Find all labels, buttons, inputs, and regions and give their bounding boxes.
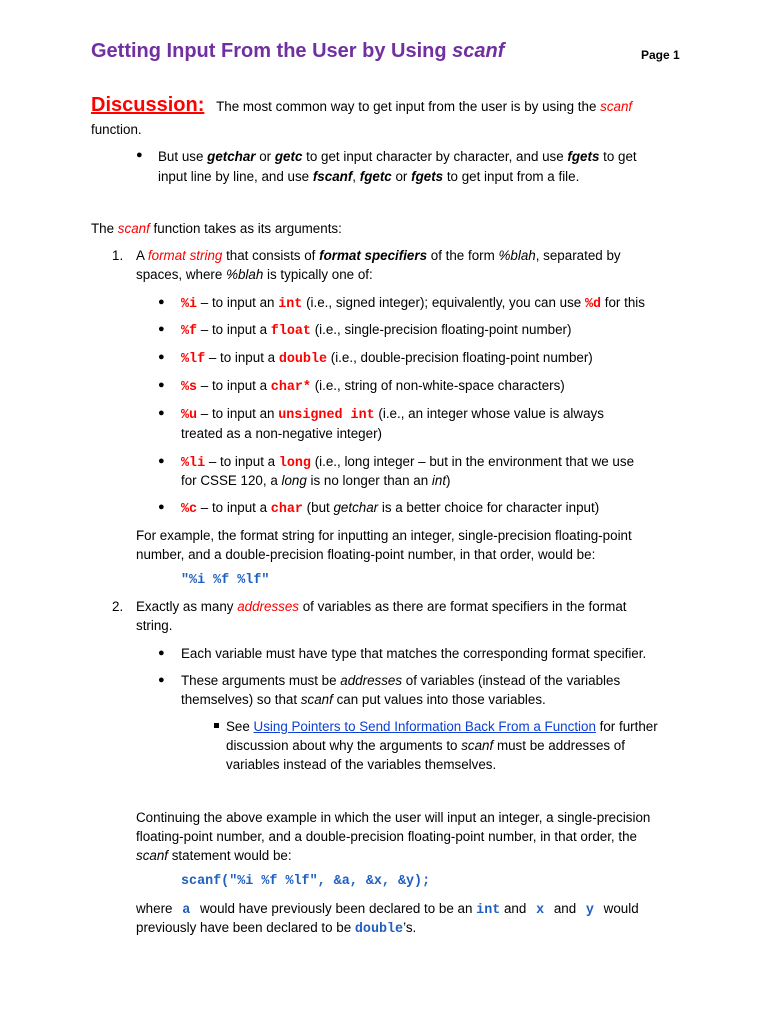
document-page: Getting Input From the User by Using scanf Page 1 Discussion: The most common way to get input from the user is by using the scanf function. ● But use getchar or getc to get input character by character, and use fgets to get input line by line, and use fscanf, fgetc or fgets to get input from a file. The scanf function takes as its arguments: 1. A format string that consists of format specifiers of the form %blah, separated by spaces, where %blah is typically one of: ● %i – to input an int (i.e., signed integer); equivalently, you can use %d for this ● %f – to input a float (i.e., single-precision floating-point number) ● %lf – to input a double (i.e., double-precision floating-point number) ● %s – to input a char* (i.e., string of non-white-space characters) ● %u – to input an unsigned int (i.e., an integer whose value is always treated as a non-negative integer) ● %li – to input a long (i.e., long integer – but in the environment that we use for CSSE 120, a long is no longer than an int) ● %c – to input a char (but getchar is a better choice for character input) For example, the format string for inputting an integer, single-precision floating-point number, and a double-precision floating-point number, in that order, would be: "%i %f %lf" 2. Exactly as many addresses of variables as there are format specifiers in the format string. ● Each variable must have type that matches the corresponding format specifier. ● These arguments must be addresses of variables (instead of the variables themselves) so that scanf can put values into those variables. See Using Pointers to Send Information Back From a Function for further discussion about why the arguments to scanf must be addresses of variables instead of the variables themselves. Continuing the above example in which the user will input an integer, a single-precision floating-point number, and a double-precision floating-point number, in that order, the scanf statement would be: scanf("%i %f %lf", &a, &x, &y); where a would have previously been declared to be an int and x and y would previously have been declared to be double’s. xyxy=(91,40,680,937)
example-text: For example, the format string for inputting an integer, single-precision floating-point xyxy=(136,528,632,543)
square-bullet-icon xyxy=(214,723,219,728)
spec-unsigned: %u – to input an unsigned int (i.e., an integer whose value is always xyxy=(181,406,604,423)
format-string-example: "%i %f %lf" xyxy=(181,573,270,588)
list-item: Exactly as many addresses of variables as there are format specifiers in the format xyxy=(136,599,627,614)
see-paragraph: See Using Pointers to Send Information Back From a Function for further xyxy=(226,719,658,734)
spec-char: %c – to input a char (but getchar is a better choice for character input) xyxy=(181,500,600,517)
bullet-icon: ● xyxy=(158,647,165,659)
bullet-icon: ● xyxy=(158,379,165,391)
bullet-icon: ● xyxy=(158,455,165,467)
bullet-icon: ● xyxy=(158,351,165,363)
pointers-link[interactable]: Using Pointers to Send Information Back From a Function xyxy=(253,719,596,734)
list-number: 1. xyxy=(112,248,124,263)
list-item: A format string that consists of format specifiers of the form %blah, separated by xyxy=(136,248,621,263)
addresses-bullet: These arguments must be addresses of variables (instead of the variables xyxy=(181,673,621,688)
discussion-heading: Discussion: xyxy=(91,94,205,116)
type-match-bullet: Each variable must have type that matches the corresponding format specifier. xyxy=(181,646,647,661)
spec-long: %li – to input a long (i.e., long integer – but in the environment that we use xyxy=(181,454,635,471)
list-number: 2. xyxy=(112,599,124,614)
bullet-icon: ● xyxy=(158,674,165,686)
discussion-paragraph: Discussion: The most common way to get input from the user is by using the scanf xyxy=(91,94,633,116)
spec-double: %lf – to input a double (i.e., double-precision floating-point number) xyxy=(181,350,593,367)
spec-float: %f – to input a float (i.e., single-precision floating-point number) xyxy=(181,322,572,339)
page-number: Page 1 xyxy=(641,48,680,62)
scanf-statement: scanf("%i %f %lf", &a, &x, &y); xyxy=(181,874,431,889)
arguments-intro: The scanf function takes as its arguments: xyxy=(91,221,342,236)
spec-int: %i – to input an int (i.e., signed integer); equivalently, you can use %d for this xyxy=(181,295,645,312)
bullet-icon: ● xyxy=(158,296,165,308)
spec-string: %s – to input a char* (i.e., string of non-white-space characters) xyxy=(181,378,565,395)
continuing-paragraph: Continuing the above example in which the user will input an integer, a single-precision xyxy=(136,810,651,825)
page-title: Getting Input From the User by Using scanf xyxy=(91,40,505,62)
where-paragraph: where a would have previously been declared to be an int and x and y would xyxy=(136,901,639,918)
bullet-icon: ● xyxy=(158,407,165,419)
getchar-bullet: But use getchar or getc to get input character by character, and use fgets to get xyxy=(158,149,637,164)
bullet-icon: ● xyxy=(158,323,165,335)
bullet-icon: ● xyxy=(136,149,143,161)
bullet-icon: ● xyxy=(158,501,165,513)
